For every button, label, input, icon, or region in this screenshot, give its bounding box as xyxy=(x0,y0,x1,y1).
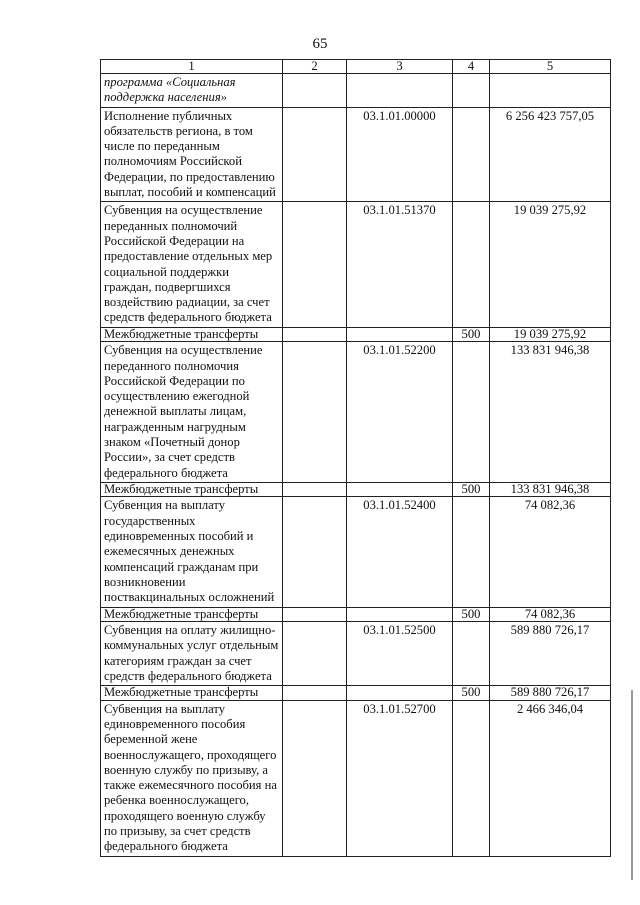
table-row xyxy=(101,327,611,342)
row-name-cell: Межбюджетные трансферты xyxy=(101,482,283,497)
row-code-cell: 03.1.01.52500 xyxy=(347,622,453,686)
row-col2-cell xyxy=(283,74,347,108)
row-code-cell: 03.1.01.00000 xyxy=(347,107,453,202)
table-row xyxy=(101,482,611,497)
row-amount-cell: 74 082,36 xyxy=(490,497,611,607)
row-type-cell: 500 xyxy=(453,327,490,342)
table-row xyxy=(101,700,611,856)
row-type-cell xyxy=(453,202,490,327)
row-name-cell: Межбюджетные трансферты xyxy=(101,607,283,622)
scan-edge-mark xyxy=(631,690,633,880)
row-amount-cell: 133 831 946,38 xyxy=(490,342,611,483)
row-col2-cell xyxy=(283,607,347,622)
row-name-cell: Исполнение публичных обязательств региона, в том числе по переданным полномочиям Российской Федерации, по предоставлению выплат, пособий и компенсаций xyxy=(101,107,283,202)
row-type-cell xyxy=(453,342,490,483)
row-amount-cell: 589 880 726,17 xyxy=(490,622,611,686)
page-number: 65 xyxy=(312,36,328,52)
table-row xyxy=(101,74,611,108)
row-col2-cell xyxy=(283,686,347,701)
table-row xyxy=(101,202,611,327)
table-row xyxy=(101,497,611,607)
table-header-row xyxy=(101,60,611,74)
row-code-cell: 03.1.01.52700 xyxy=(347,700,453,856)
row-amount-cell xyxy=(490,74,611,108)
row-code-cell: 03.1.01.51370 xyxy=(347,202,453,327)
table-row xyxy=(101,622,611,686)
row-name-cell: Субвенция на выплату единовременного пособия беременной жене военнослужащего, проходящего военную службу по призыву, а также ежемесячного пособия на ребенка военнослужащего, проходящего военную службу по призыву, за счет средств федерального бюджета xyxy=(101,700,283,856)
row-name-cell: Межбюджетные трансферты xyxy=(101,686,283,701)
row-amount-cell: 19 039 275,92 xyxy=(490,327,611,342)
budget-table xyxy=(100,59,611,857)
row-type-cell xyxy=(453,497,490,607)
header-col-1: 1 xyxy=(101,60,283,74)
row-type-cell: 500 xyxy=(453,482,490,497)
row-type-cell: 500 xyxy=(453,607,490,622)
table-row xyxy=(101,607,611,622)
row-code-cell: 03.1.01.52200 xyxy=(347,342,453,483)
row-amount-cell: 74 082,36 xyxy=(490,607,611,622)
row-code-cell xyxy=(347,74,453,108)
row-name-cell: Субвенция на оплату жилищно-коммунальных услуг отдельным категориям граждан за счет средств федерального бюджета xyxy=(101,622,283,686)
row-code-cell xyxy=(347,482,453,497)
row-name-cell: Субвенция на выплату государственных единовременных пособий и ежемесячных денежных компенсаций гражданам при возникновении поствакцинальных осложнений xyxy=(101,497,283,607)
row-name-cell: Субвенция на осуществление переданного полномочия Российской Федерации по осуществлению ежегодной денежной выплаты лицам, награжденным нагрудным знаком «Почетный донор России», за счет средств федерального бюджета xyxy=(101,342,283,483)
row-col2-cell xyxy=(283,700,347,856)
row-amount-cell: 6 256 423 757,05 xyxy=(490,107,611,202)
row-col2-cell xyxy=(283,202,347,327)
row-code-cell xyxy=(347,607,453,622)
row-amount-cell: 133 831 946,38 xyxy=(490,482,611,497)
row-type-cell xyxy=(453,107,490,202)
row-col2-cell xyxy=(283,482,347,497)
row-amount-cell: 19 039 275,92 xyxy=(490,202,611,327)
row-name-cell: программа «Социальная поддержка населения» xyxy=(101,74,283,108)
table-row xyxy=(101,342,611,483)
row-type-cell: 500 xyxy=(453,686,490,701)
row-name-cell: Субвенция на осуществление переданных полномочий Российской Федерации на предоставление отдельных мер социальной поддержки граждан, подвергшихся воздействию радиации, за счет средств федерального бюджета xyxy=(101,202,283,327)
table-row xyxy=(101,107,611,202)
header-col-3: 3 xyxy=(347,60,453,74)
row-type-cell xyxy=(453,700,490,856)
row-code-cell xyxy=(347,327,453,342)
table-row xyxy=(101,686,611,701)
row-col2-cell xyxy=(283,107,347,202)
row-name-cell: Межбюджетные трансферты xyxy=(101,327,283,342)
row-col2-cell xyxy=(283,327,347,342)
row-col2-cell xyxy=(283,342,347,483)
header-col-5: 5 xyxy=(490,60,611,74)
header-col-2: 2 xyxy=(283,60,347,74)
row-type-cell xyxy=(453,622,490,686)
row-code-cell xyxy=(347,686,453,701)
row-amount-cell: 2 466 346,04 xyxy=(490,700,611,856)
header-col-4: 4 xyxy=(453,60,490,74)
row-code-cell: 03.1.01.52400 xyxy=(347,497,453,607)
row-col2-cell xyxy=(283,622,347,686)
row-amount-cell: 589 880 726,17 xyxy=(490,686,611,701)
row-col2-cell xyxy=(283,497,347,607)
row-type-cell xyxy=(453,74,490,108)
